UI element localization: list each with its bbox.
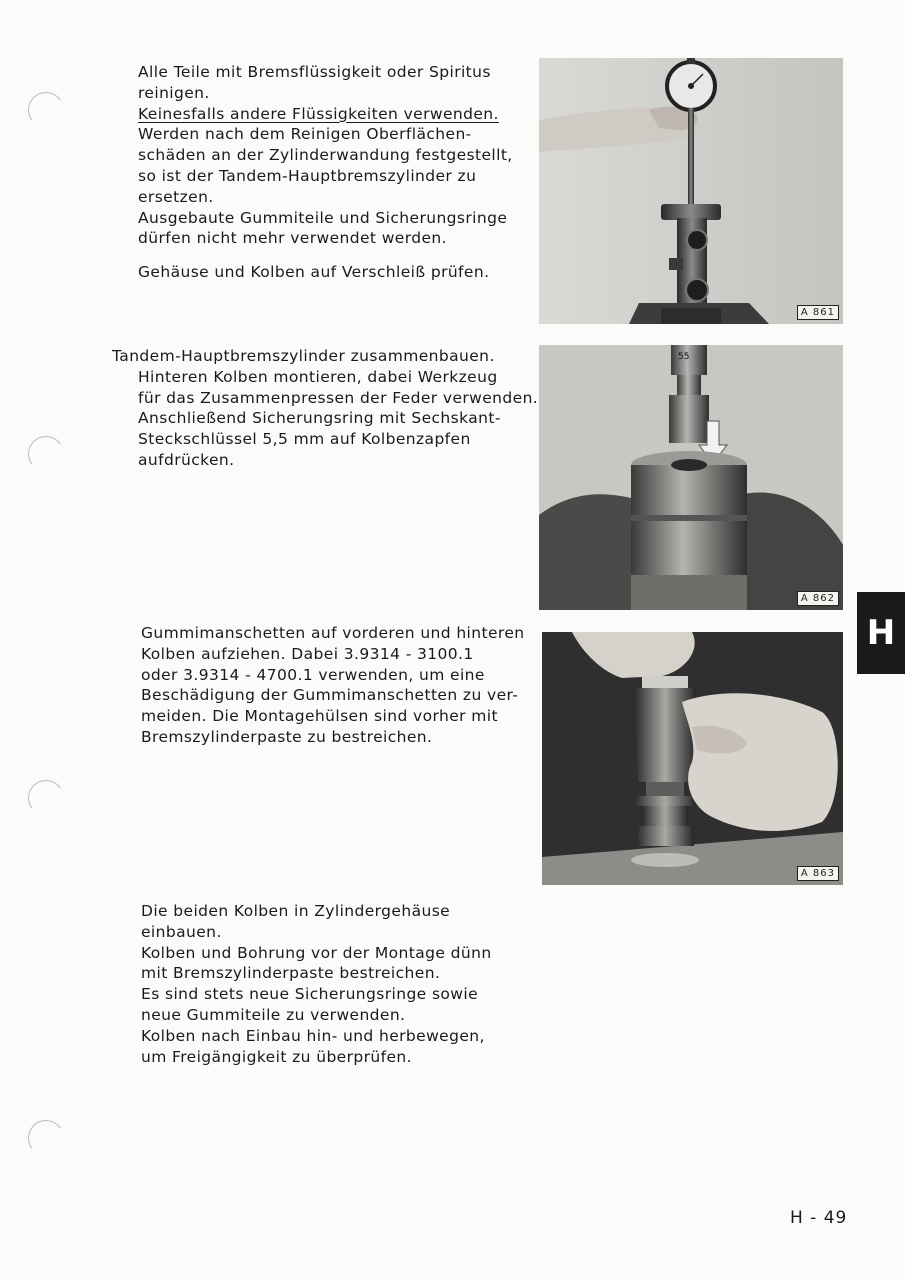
text-line: Alle Teile mit Bremsflüssigkeit oder Spiritus	[138, 63, 491, 81]
piston-installation-instructions	[141, 901, 492, 1067]
seal-fitting-instructions	[141, 623, 525, 748]
text-line: Beschädigung der Gummimanschetten zu ver-	[141, 686, 519, 705]
text-line: Die beiden Kolben in Zylindergehäuse	[141, 902, 451, 920]
text-line: einbauen.	[141, 922, 222, 941]
assembly-instructions	[112, 346, 538, 471]
text-line: Anschließend Sicherungsring mit Sechskant-	[138, 409, 501, 428]
section-heading: Tandem-Hauptbremszylinder zusammenbauen.	[112, 347, 495, 365]
text-line: Es sind stets neue Sicherungsringe sowie	[141, 985, 479, 1004]
text-line: oder 3.9314 - 4700.1 verwenden, um eine	[141, 665, 485, 684]
press-tool-photo	[539, 345, 843, 610]
text-line: Bremszylinderpaste zu bestreichen.	[141, 727, 433, 746]
seal-fitting-photo	[542, 632, 843, 885]
figure-dial-gauge	[539, 58, 843, 324]
text-line: schäden an der Zylinderwandung festgestellt,	[138, 146, 513, 165]
figure-seal-fitting	[542, 632, 843, 885]
punch-hole-mark	[25, 777, 67, 819]
figure-caption: A 862	[797, 591, 839, 606]
text-line: Kolben nach Einbau hin- und herbewegen,	[141, 1026, 485, 1045]
text-line: reinigen.	[138, 83, 210, 102]
punch-hole-mark	[25, 89, 67, 131]
section-tab-h: H	[857, 592, 905, 674]
tool-marking: 55	[678, 352, 690, 362]
wear-check-note: Gehäuse und Kolben auf Verschleiß prüfen.	[138, 263, 490, 281]
text-line: Werden nach dem Reinigen Oberflächen-	[138, 125, 472, 144]
figure-press-tool	[539, 345, 843, 610]
text-line: Ausgebaute Gummiteile und Sicherungsringe	[138, 208, 508, 227]
text-line: Kolben und Bohrung vor der Montage dünn	[141, 943, 492, 962]
text-line: Hinteren Kolben montieren, dabei Werkzeug	[138, 367, 498, 386]
page-number: H - 49	[790, 1208, 848, 1228]
cleaning-instructions	[138, 62, 513, 249]
warning-line: Keinesfalls andere Flüssigkeiten verwenden.	[138, 104, 499, 123]
figure-caption: A 863	[797, 866, 839, 881]
figure-caption: A 861	[797, 305, 839, 320]
punch-hole-mark	[25, 1117, 67, 1159]
punch-hole-mark	[25, 433, 67, 475]
text-line: für das Zusammenpressen der Feder verwenden.	[138, 388, 539, 407]
text-line: aufdrücken.	[138, 450, 235, 469]
text-line: so ist der Tandem-Hauptbremszylinder zu	[138, 166, 477, 185]
text-line: Steckschlüssel 5,5 mm auf Kolbenzapfen	[138, 430, 471, 449]
text-line: Kolben aufziehen. Dabei 3.9314 - 3100.1	[141, 644, 474, 663]
text-line: um Freigängigkeit zu überprüfen.	[141, 1047, 412, 1066]
text-line: ersetzen.	[138, 187, 214, 206]
text-line: dürfen nicht mehr verwendet werden.	[138, 229, 447, 248]
text-line: meiden. Die Montagehülsen sind vorher mit	[141, 707, 498, 726]
text-line: Gummimanschetten auf vorderen und hinteren	[141, 624, 525, 642]
text-line: neue Gummiteile zu verwenden.	[141, 1005, 406, 1024]
text-line: mit Bremszylinderpaste bestreichen.	[141, 964, 441, 983]
dial-gauge-photo	[539, 58, 843, 324]
